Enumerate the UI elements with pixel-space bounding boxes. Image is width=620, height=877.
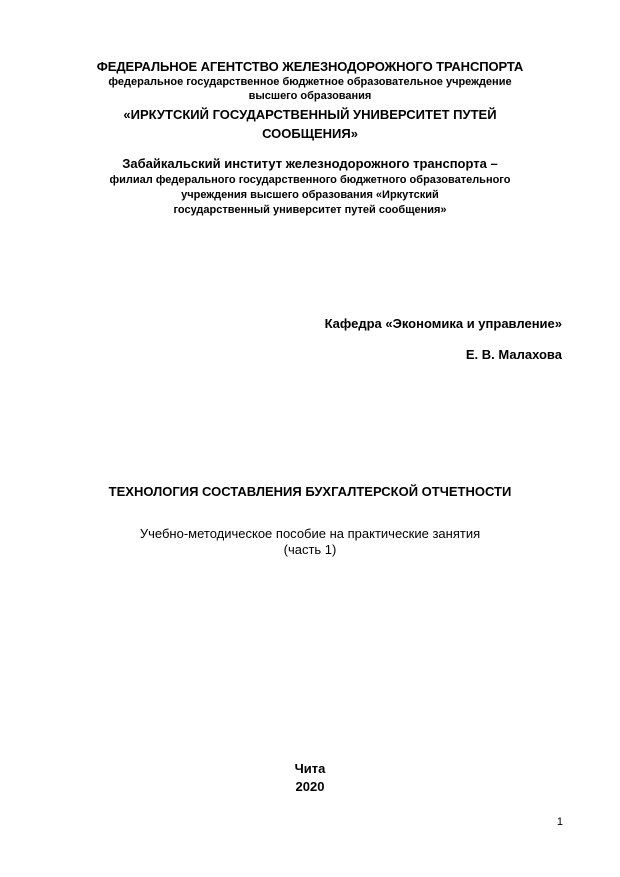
publication-city: Чита: [294, 761, 326, 776]
institute-name-line3: учреждения высшего образования «Иркутский: [181, 189, 439, 201]
university-name-line2: СООБЩЕНИЯ»: [262, 126, 358, 141]
subtitle-line2: (часть 1): [283, 542, 337, 557]
header-block: [0, 58, 620, 143]
institution-type-line2: высшего образования: [248, 90, 372, 102]
institution-type-line1: федеральное государственное бюджетное образовательное учреждение: [108, 76, 512, 88]
document-subtitle: [0, 526, 620, 558]
institute-name-line4: государственный университет путей сообщения»: [173, 204, 447, 216]
institute-block: [0, 155, 620, 218]
university-name-line1: «ИРКУТСКИЙ ГОСУДАРСТВЕННЫЙ УНИВЕРСИТЕТ ПУТЕЙ: [123, 107, 497, 122]
publication-info: [0, 760, 620, 796]
document-title: ТЕХНОЛОГИЯ СОСТАВЛЕНИЯ БУХГАЛТЕРСКОЙ ОТЧЕТНОСТИ: [108, 484, 512, 499]
page-number: 1: [556, 816, 563, 828]
agency-name: ФЕДЕРАЛЬНОЕ АГЕНТСТВО ЖЕЛЕЗНОДОРОЖНОГО ТРАНСПОРТА: [96, 59, 524, 74]
institute-name-line2: филиал федерального государственного бюджетного образовательного: [109, 174, 511, 186]
publication-year: 2020: [295, 779, 325, 794]
author-name: Е. В. Малахова: [465, 347, 562, 362]
subtitle-line1: Учебно-методическое пособие на практические занятия: [139, 526, 481, 541]
institute-name-line1: Забайкальский институт железнодорожного транспорта –: [122, 156, 498, 171]
department-name: Кафедра «Экономика и управление»: [324, 316, 562, 331]
